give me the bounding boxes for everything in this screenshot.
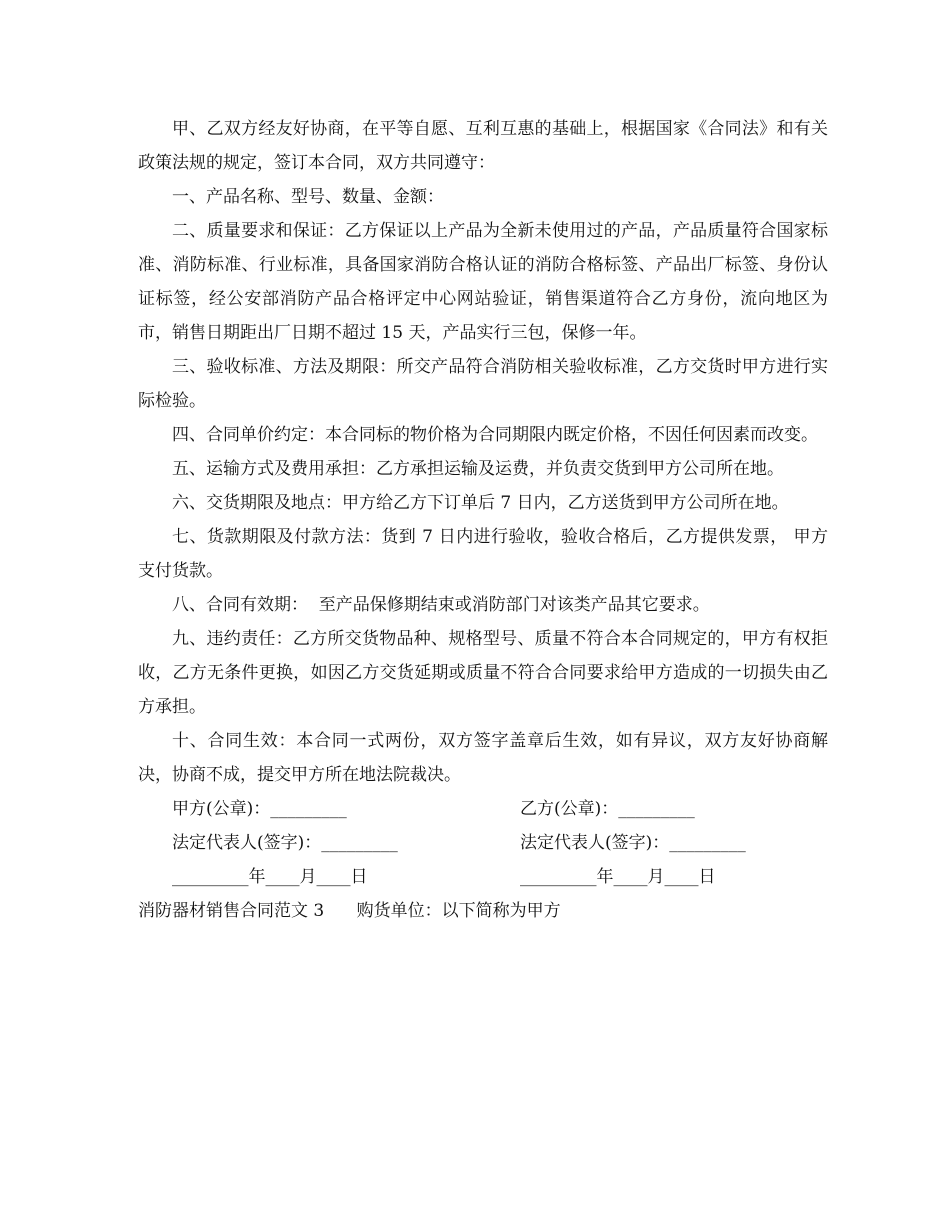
clause-6-delivery: 六、交货期限及地点：甲方给乙方下订单后 7 日内，乙方送货到甲方公司所在地。: [172, 493, 789, 513]
party-b-representative: 法定代表人(签字)：_________: [520, 833, 746, 853]
party-b-seal: 乙方(公章)：_________: [520, 799, 695, 819]
clause-2-quality: 二、质量要求和保证：乙方保证以上产品为全新未使用过的产品，产品质量符合国家标准、消防标准、行业标准，具备国家消防合格认证的消防合格标签、产品出厂标签、身份认证标签，经公安部消防产品合格评定中心网站验证，销售渠道符合乙方身份，流向地区为 市，销售日期距出厂日期不超过 15 天，产品实行三包，保修一年。: [138, 221, 834, 343]
next-document-heading: 消防器材销售合同范文 3 购货单位：以下简称为甲方: [138, 901, 561, 921]
signature-seal-row: [138, 792, 828, 826]
clause-8-validity: 八、合同有效期： 至产品保修期结束或消防部门对该类产品其它要求。: [172, 595, 710, 615]
party-a-date: _________年____月____日: [172, 867, 368, 887]
intro-paragraph: 甲、乙双方经友好协商，在平等自愿、互利互惠的基础上，根据国家《合同法》和有关政策法规的规定，签订本合同，双方共同遵守：: [138, 119, 828, 173]
clause-5-transport: 五、运输方式及费用承担：乙方承担运输及运费，并负责交货到甲方公司所在地。: [172, 459, 784, 479]
signature-rep-row: [138, 826, 828, 860]
party-a-seal: 甲方(公章)：_________: [172, 799, 347, 819]
clause-3-acceptance: 三、验收标准、方法及期限：所交产品符合消防相关验收标准，乙方交货时甲方进行实际检验。: [138, 357, 828, 411]
signature-date-row: [138, 860, 828, 894]
clause-10-effect: 十、合同生效：本合同一式两份，双方签字盖章后生效，如有异议，双方友好协商解决，协商不成，提交甲方所在地法院裁决。: [138, 731, 828, 785]
clause-9-liability: 九、违约责任：乙方所交货物品种、规格型号、质量不符合本合同规定的，甲方有权拒收，乙方无条件更换，如因乙方交货延期或质量不符合合同要求给甲方造成的一切损失由乙方承担。: [138, 629, 828, 717]
clause-4-unit-price: 四、合同单价约定：本合同标的物价格为合同期限内既定价格，不因任何因素而改变。: [172, 425, 818, 445]
party-a-representative: 法定代表人(签字)：_________: [172, 833, 398, 853]
party-b-date: _________年____月____日: [520, 867, 716, 887]
contract-body: [138, 112, 834, 928]
clause-1-product-info: 一、产品名称、型号、数量、金额：: [172, 187, 444, 207]
clause-7-payment: 七、货款期限及付款方法：货到 7 日内进行验收，验收合格后，乙方提供发票， 甲方支付货款。: [138, 527, 828, 581]
